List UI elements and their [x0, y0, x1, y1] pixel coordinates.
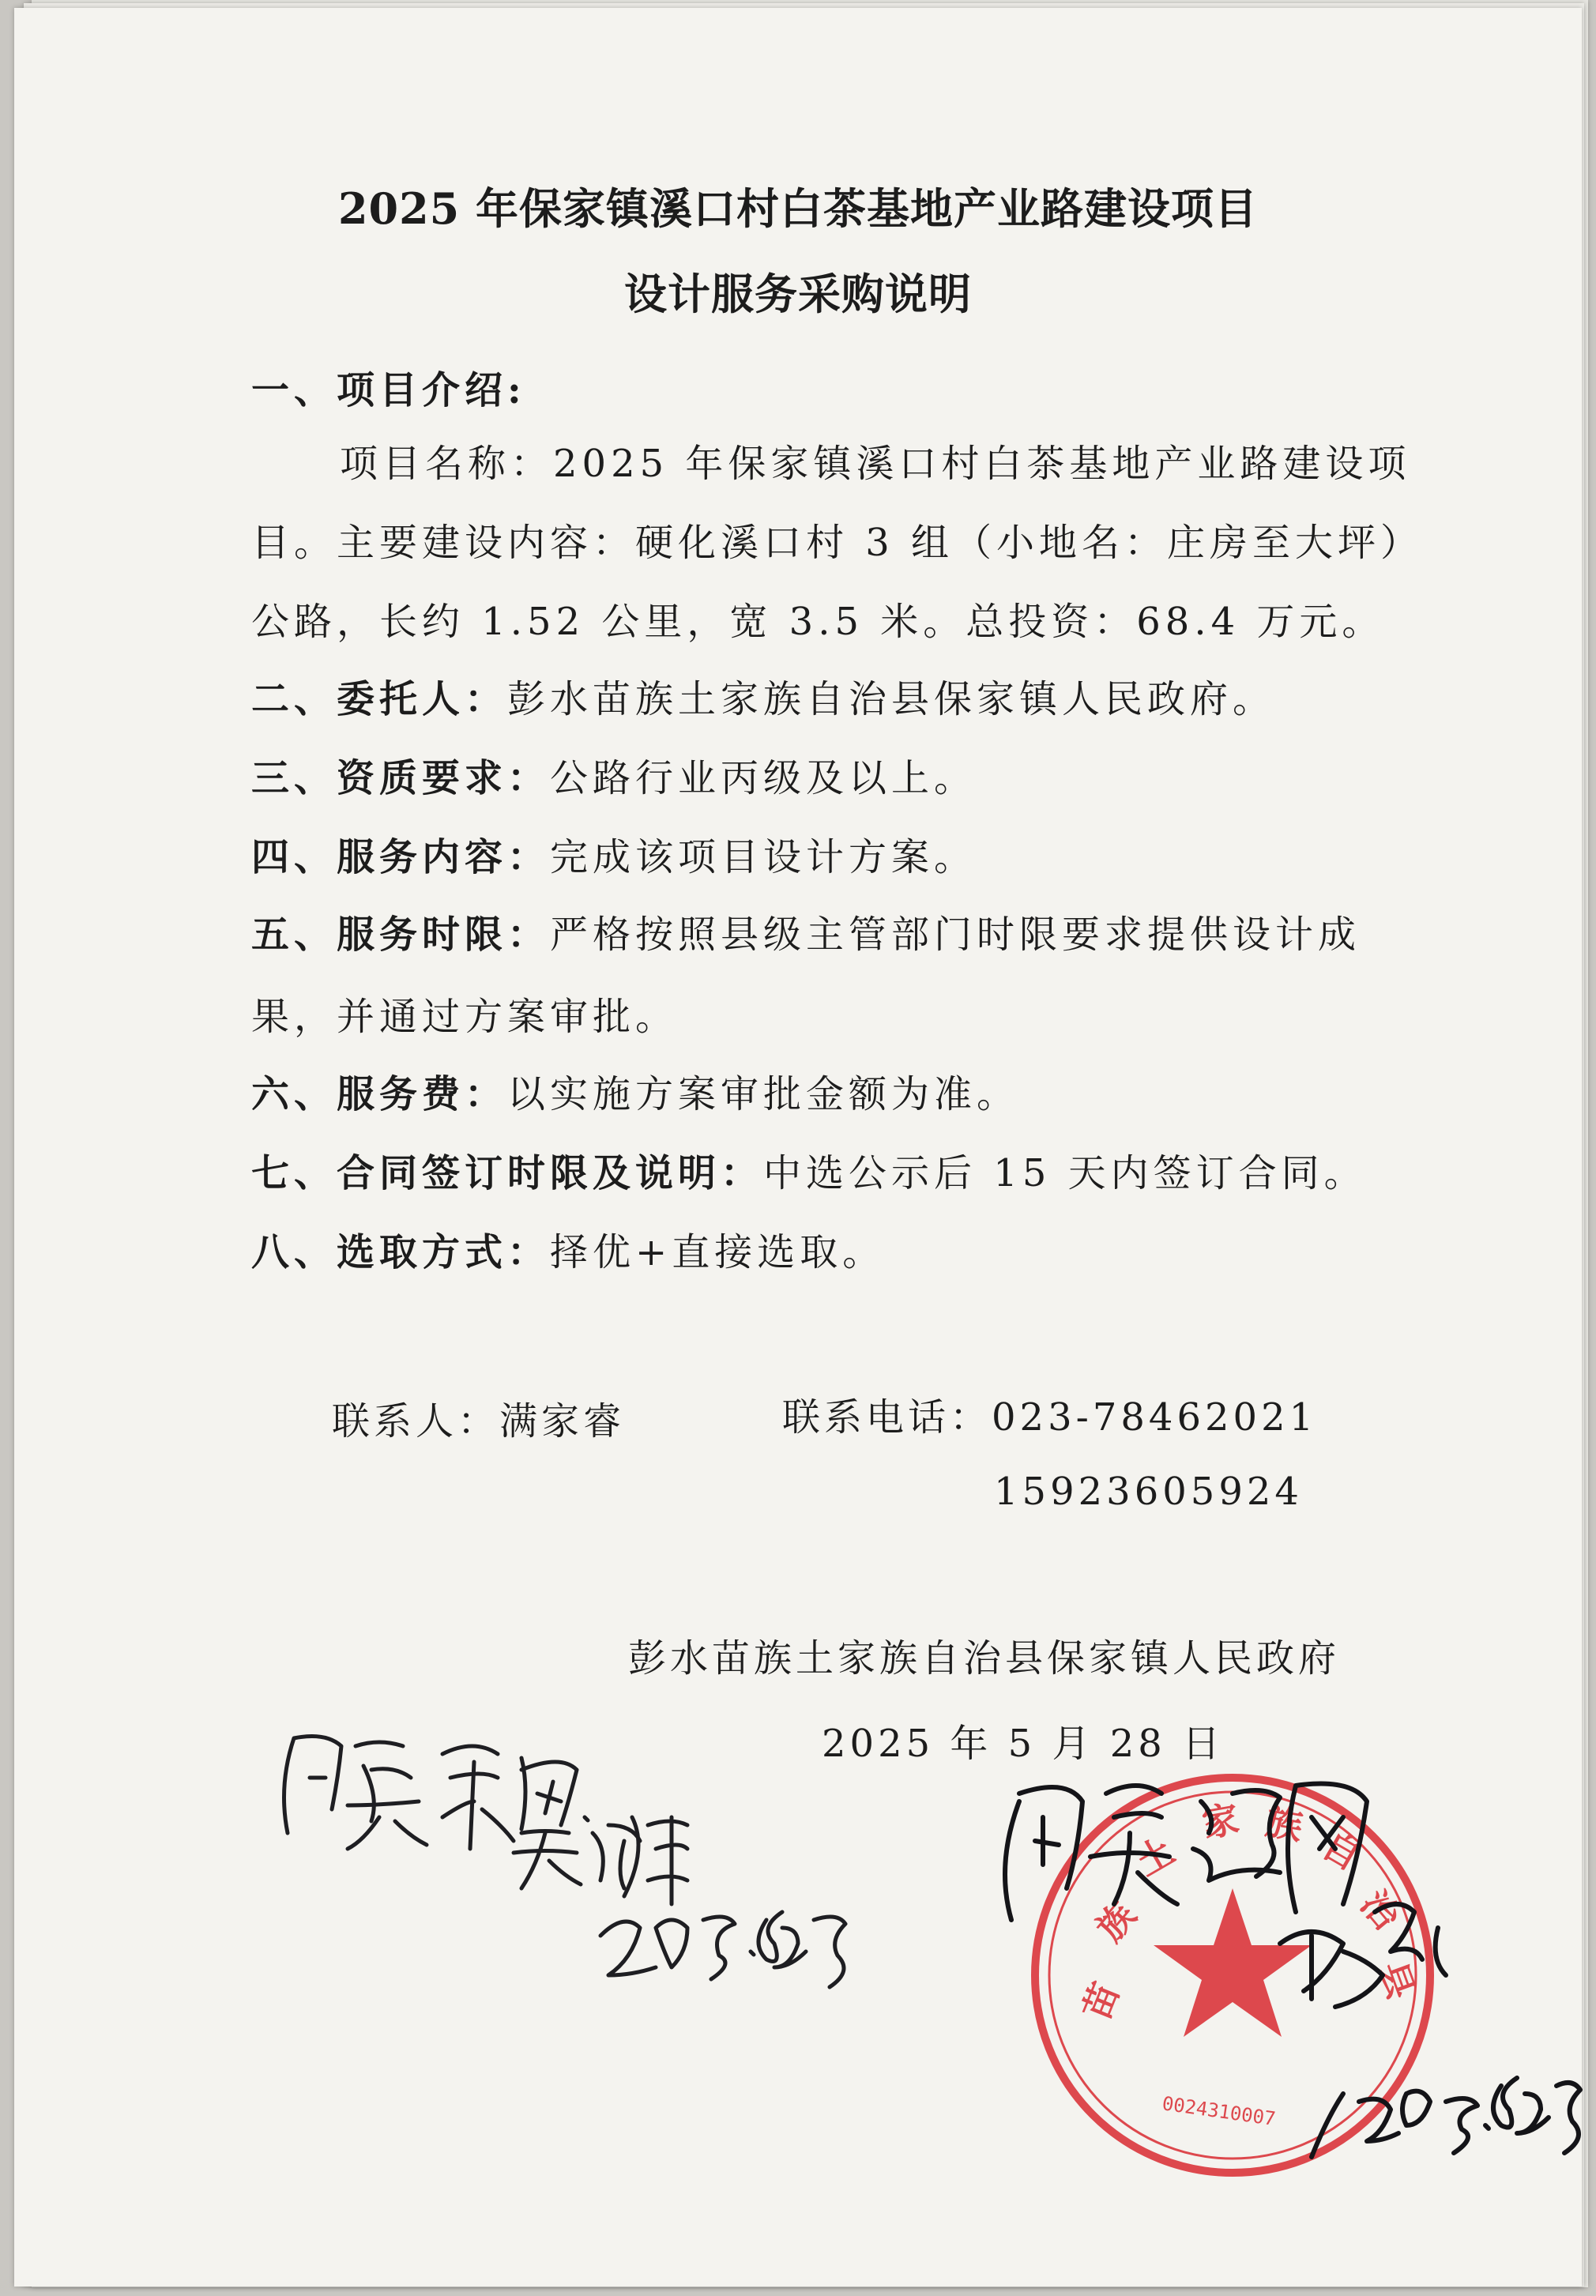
contact-phone: 联系电话：023-78462021: [782, 1395, 1318, 1440]
intro-line-2: 目。主要建设内容：硬化溪口村 3 组（小地名：庄房至大坪）: [251, 521, 1424, 565]
document-title-line1: 2025 年保家镇溪口村白茶基地产业路建设项目: [337, 183, 1259, 234]
section-2-heading: 二、委托人：: [251, 677, 508, 721]
section-5-continued: 果，并通过方案审批。: [251, 995, 679, 1039]
footer-organization: 彭水苗族土家族自治县保家镇人民政府: [628, 1636, 1341, 1681]
section-2-text: 彭水苗族土家族自治县保家镇人民政府。: [507, 677, 1276, 721]
svg-text:县: 县: [1370, 1955, 1424, 2004]
intro-line-1: 项目名称：2025 年保家镇溪口村白茶基地产业路建设项: [340, 442, 1411, 486]
section-5-text: 严格按照县级主管部门时限要求提供设计成: [550, 913, 1361, 957]
section-6-text: 以实施方案审批金额为准。: [507, 1072, 1020, 1116]
svg-text:族: 族: [1263, 1799, 1306, 1848]
svg-text:自: 自: [1315, 1823, 1368, 1879]
section-4-text: 完成该项目设计方案。: [550, 835, 977, 879]
section-3-heading: 三、资质要求：: [251, 756, 551, 800]
section-4-heading: 四、服务内容：: [251, 835, 551, 879]
intro-line-3: 公路，长约 1.52 公里，宽 3.5 米。总投资：68.4 万元。: [251, 600, 1385, 644]
section-5-heading: 五、服务时限：: [251, 913, 551, 957]
svg-text:0024310007: 0024310007: [1161, 2092, 1278, 2131]
svg-text:族: 族: [1088, 1894, 1144, 1950]
section-7-text: 中选公示后 15 天内签订合同。: [763, 1151, 1367, 1195]
contact-phone-2: 15923605924: [994, 1470, 1303, 1514]
svg-text:治: 治: [1352, 1882, 1409, 1938]
svg-text:苗: 苗: [1075, 1976, 1128, 2027]
section-8-heading: 八、选取方式：: [251, 1230, 551, 1274]
footer-date: 2025 年 5 月 28 日: [822, 1722, 1225, 1766]
svg-text:土: 土: [1128, 1828, 1182, 1884]
left-approval-signature: [284, 1737, 846, 1987]
section-3-text: 公路行业丙级及以上。: [550, 756, 977, 800]
section-8-text: 择优+直接选取。: [550, 1230, 886, 1274]
section-7-heading: 七、合同签订时限及说明：: [251, 1151, 764, 1195]
svg-text:家: 家: [1199, 1797, 1243, 1846]
contact-person: 联系人：满家睿: [332, 1399, 626, 1443]
section-6-heading: 六、服务费：: [251, 1072, 508, 1116]
seal-star: [1154, 1888, 1312, 2037]
official-seal: [1035, 1778, 1430, 2173]
section-1-heading: 一、项目介绍:: [251, 368, 526, 412]
document-title-line2: 设计服务采购说明: [624, 269, 972, 319]
